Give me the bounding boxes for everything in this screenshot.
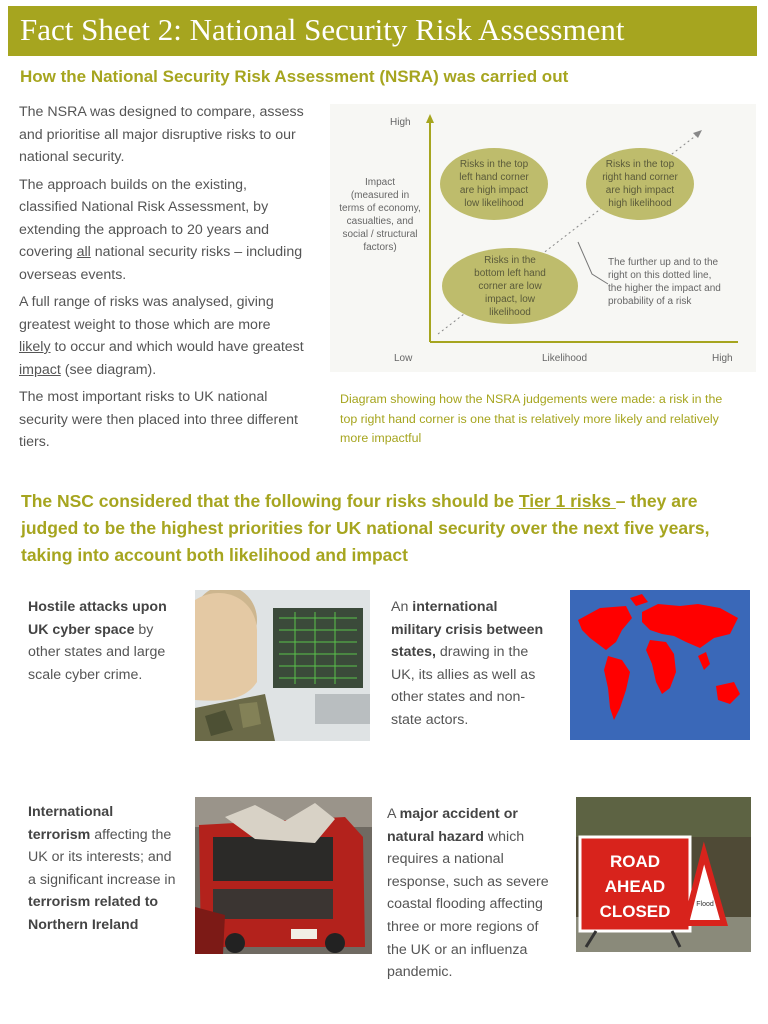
bus-illustration bbox=[195, 797, 372, 954]
risk-terrorism-text: International terrorism affecting the UK or its interests; and a significant increase in terrorism related to Northern Ireland bbox=[28, 804, 176, 933]
note-pointer bbox=[578, 242, 608, 284]
intro-text bbox=[19, 101, 304, 459]
cyber-illustration bbox=[195, 590, 370, 741]
intro-paragraph-3: A full range of risks was analysed, giving greatest weight to those which are more likely to occur and which would have greatest impact (see diagram). bbox=[19, 294, 304, 378]
diagonal-arrow bbox=[693, 130, 702, 138]
top-right-ellipse: Risks in the top right hand corner are high impact high likelihood bbox=[586, 148, 694, 220]
dotted-line-note: The further up and to the right on this dotted line, the higher the impact and probability of a risk bbox=[608, 257, 721, 307]
page-title: Fact Sheet 2: National Security Risk Assessment bbox=[20, 12, 625, 47]
flood-sign-photo bbox=[576, 797, 751, 952]
tier-1-statement: The NSC considered that the following four risks should be Tier 1 risks – they are judged to be the highest priorities for UK national security over the next five years, taking into account both likelihood and impact bbox=[21, 491, 710, 565]
top-left-ellipse: Risks in the top left hand corner are high impact low likelihood bbox=[440, 148, 548, 220]
flood-sign-text: Flood bbox=[696, 901, 714, 908]
risk-natural-hazard-text: A major accident or natural hazard which requires a national response, such as severe coastal flooding affecting three or more regions of the UK or an influenza pandemic. bbox=[387, 806, 549, 981]
risk-cyber-text: Hostile attacks upon UK cyber space by other states and large scale cyber crime. bbox=[28, 599, 167, 683]
world-map-illustration bbox=[570, 590, 750, 740]
bottom-left-ellipse: Risks in the bottom left hand corner are low impact, low likelihood bbox=[442, 248, 578, 324]
y-axis-arrow bbox=[426, 114, 434, 123]
y-axis-label: Impact (measured in terms of economy, casualties, and social / structural factors) bbox=[339, 177, 421, 253]
section-subheading: How the National Security Risk Assessment (NSRA) was carried out bbox=[20, 67, 569, 86]
intro-paragraph-4: The most important risks to UK national security were then placed into three different tiers. bbox=[19, 389, 298, 450]
x-axis-label: Likelihood bbox=[542, 353, 588, 364]
risk-military-crisis-text: An international military crisis between states, drawing in the UK, its allies as well as other states and non-state actors. bbox=[391, 599, 544, 728]
diagram-caption: Diagram showing how the NSRA judgements were made: a risk in the top right hand corner is one that is relatively more likely and relatively more impactful bbox=[340, 392, 723, 445]
bus-bombing-photo bbox=[195, 797, 372, 954]
cyber-photo bbox=[195, 590, 370, 741]
intro-paragraph-2: The approach builds on the existing, classified National Risk Assessment, by extending the approach to 20 years and covering all national security risks – including overseas events. bbox=[19, 176, 303, 283]
title-bar bbox=[8, 6, 757, 56]
world-map-image bbox=[570, 590, 750, 740]
nsra-diagram bbox=[330, 104, 756, 372]
intro-paragraph-1: The NSRA was designed to compare, assess and prioritise all major disruptive risks to our national security. bbox=[19, 104, 304, 165]
road-sign-text: ROAD AHEAD CLOSED bbox=[599, 852, 671, 921]
x-low-label: Low bbox=[394, 353, 413, 364]
x-high-label: High bbox=[712, 353, 733, 364]
y-high-label: High bbox=[390, 117, 411, 128]
